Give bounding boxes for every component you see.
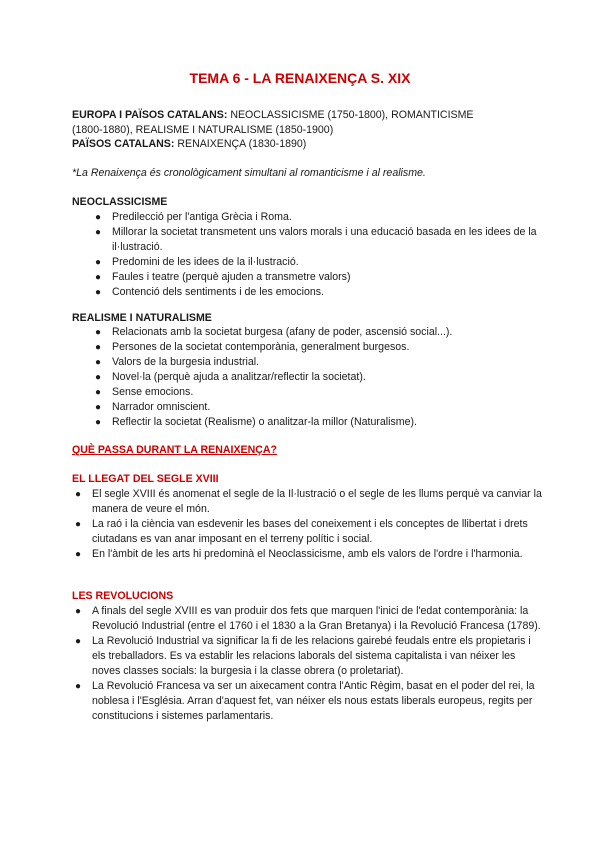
bullet-icon: ●: [95, 402, 102, 413]
bullet-icon: ●: [95, 287, 102, 298]
intro-paisos-text: RENAIXENÇA (1830-1890): [174, 138, 307, 150]
list-item: ● Valors de la burgesia industrial.: [95, 356, 260, 368]
list-item: ● Persones de la societat contemporània, generalment burgesos.: [95, 341, 410, 353]
list-item: ● Predomini de les idees de la il·lustració.: [95, 256, 299, 268]
list-item: ● Reflectir la societat (Realisme) o analitzar-la millor (Naturalisme).: [95, 416, 417, 428]
section-heading-llegat: EL LLEGAT DEL SEGLE XVIII: [72, 473, 219, 485]
neoclassicisme-list: [92, 210, 542, 300]
revolucions-list: [72, 604, 542, 724]
realisme-list: [92, 325, 542, 430]
intro-europa-text: NEOCLASSICISME (1750-1800), ROMANTICISME: [227, 109, 474, 121]
bullet-icon: ●: [75, 489, 82, 500]
list-item: ● La Revolució Francesa va ser un aixecament contra l'Antic Règim, basat en el poder del rei, la noblesa i l'Església. Arran d'aquest fet, van néixer els nous estats liberals europeus, regits per constitucions i sistemes parlamentaris.: [75, 680, 535, 722]
section-heading-realisme: REALISME I NATURALISME: [72, 312, 212, 324]
bullet-icon: ●: [95, 342, 102, 353]
bullet-icon: ●: [95, 327, 102, 338]
list-item: ● Faules i teatre (perquè ajuden a transmetre valors): [95, 271, 351, 283]
list-item: ● Sense emocions.: [95, 386, 194, 398]
list-item: ● Relacionats amb la societat burgesa (afany de poder, ascensió social...).: [95, 326, 453, 338]
list-item: ● Contenció dels sentiments i de les emocions.: [95, 286, 324, 298]
intro-europa-label: EUROPA I PAÏSOS CATALANS:: [72, 109, 228, 121]
bullet-icon: ●: [75, 549, 82, 560]
bullet-icon: ●: [75, 606, 82, 617]
intro-europa-cont: (1800-1880), REALISME I NATURALISME (1850-1900): [72, 124, 334, 136]
bullet-icon: ●: [95, 212, 102, 223]
section-heading-neoclassicisme: NEOCLASSICISME: [72, 196, 168, 208]
llegat-list: [72, 487, 542, 562]
section-heading-que-passa: QUÈ PASSA DURANT LA RENAIXENÇA?: [72, 444, 278, 456]
list-item: ● La Revolució Industrial va significar la fi de les relacions gairebé feudals entre els propietaris i els treballadors. Es va establir les relacions laborals del sistema capitalista i van néixer les noves classes socials: la burgesia i la classe obrera (o proletariat).: [75, 635, 531, 677]
intro-europa: [72, 108, 473, 123]
list-item: ● Novel·la (perquè ajuda a analitzar/reflectir la societat).: [95, 371, 366, 383]
list-item: ● Narrador omniscient.: [95, 401, 211, 413]
bullet-icon: ●: [75, 519, 82, 530]
page-title: TEMA 6 - LA RENAIXENÇA S. XIX: [189, 70, 411, 86]
section-heading-revolucions: LES REVOLUCIONS: [72, 590, 174, 602]
bullet-icon: ●: [95, 387, 102, 398]
intro-paisos-label: PAÏSOS CATALANS:: [72, 138, 175, 150]
list-item: ● La raó i la ciència van esdevenir les bases del coneixement i els conceptes de llibertat i drets ciutadans es van anar imposant en el terreny polític i social.: [75, 518, 528, 545]
bullet-icon: ●: [95, 417, 102, 428]
list-item: ● El segle XVIII és anomenat el segle de la Il·lustració o el segle de les llums perquè va canviar la manera de veure el món.: [75, 488, 542, 515]
list-item: ● A finals del segle XVIII es van produir dos fets que marquen l'inici de l'edat contemporània: la Revolució Industrial (entre el 1760 i el 1830 a la Gran Bretanya) i la Revolució Francesa (1789).: [75, 605, 541, 632]
list-item: ● Predilecció per l'antiga Grècia i Roma.: [95, 211, 292, 223]
bullet-icon: ●: [95, 227, 102, 238]
list-item: ● Millorar la societat transmetent uns valors morals i una educació basada en les idees de la il·lustració.: [95, 226, 537, 253]
chronology-note: *La Renaixença és cronològicament simultani al romanticisme i al realisme.: [72, 167, 426, 179]
bullet-icon: ●: [95, 357, 102, 368]
bullet-icon: ●: [75, 636, 82, 647]
bullet-icon: ●: [95, 372, 102, 383]
bullet-icon: ●: [75, 681, 82, 692]
intro-paisos: [72, 137, 306, 152]
bullet-icon: ●: [95, 257, 102, 268]
list-item: ● En l'àmbit de les arts hi predominà el Neoclassicisme, amb els valors de l'ordre i l'harmonia.: [75, 548, 523, 560]
bullet-icon: ●: [95, 272, 102, 283]
